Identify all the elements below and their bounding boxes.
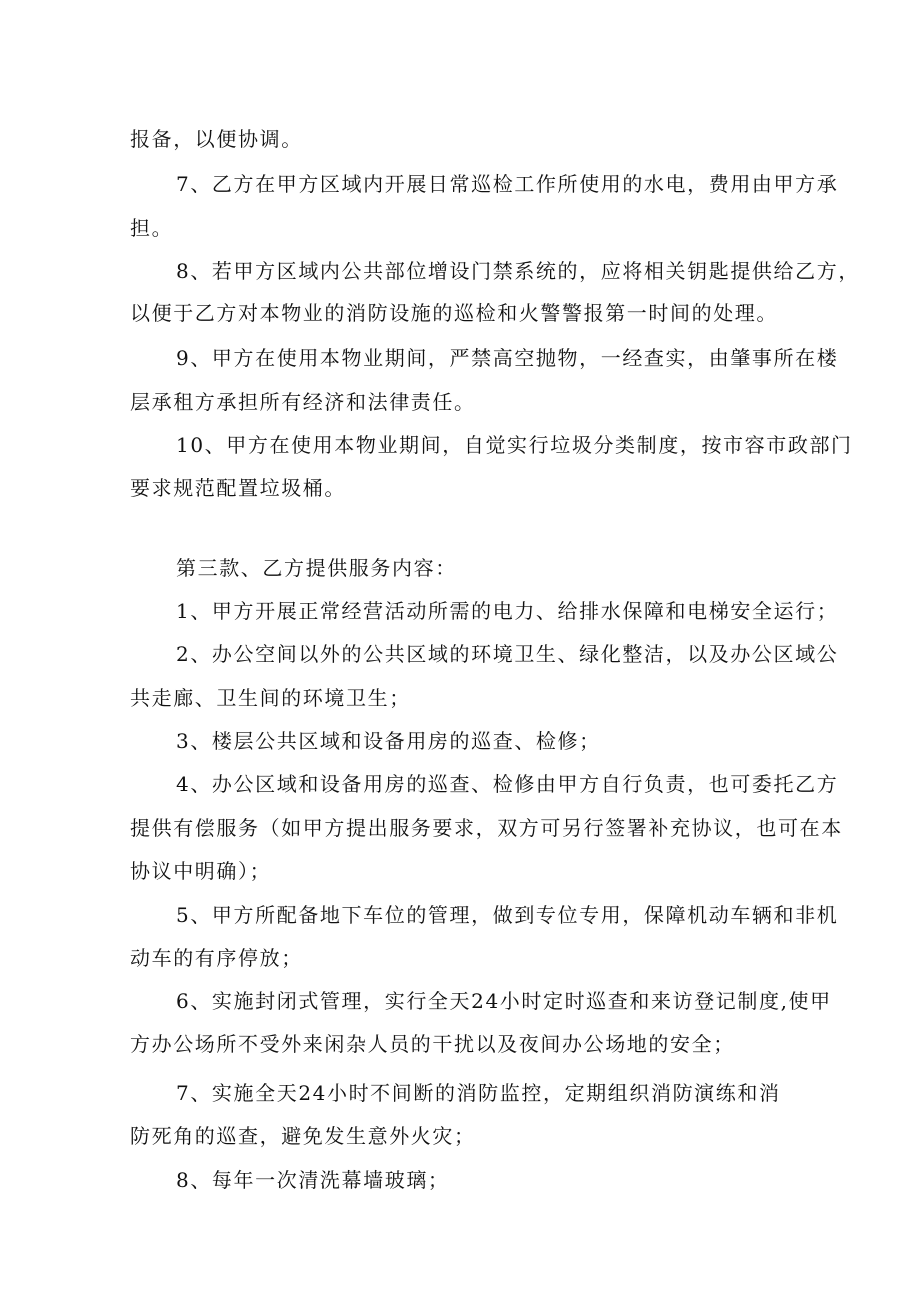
text-line: 5、甲方所配备地下车位的管理，做到专位专用，保障机动车辆和非机: [176, 903, 839, 927]
text-line: 以便于乙方对本物业的消防设施的巡检和火警警报第一时间的处理。: [130, 301, 778, 325]
text-line: 动车的有序停放；: [130, 946, 303, 970]
text-line: 1、甲方开展正常经营活动所需的电力、给排水保障和电梯安全运行；: [176, 599, 839, 623]
text-line: 协议中明确）；: [130, 859, 272, 883]
text-line: 提供有偿服务（如甲方提出服务要求，双方可另行签署补充协议，也可在本: [130, 816, 843, 840]
text-line: 9、甲方在使用本物业期间，严禁高空抛物，一经查实，由肇事所在楼: [176, 346, 839, 370]
text-line: 要求规范配置垃圾桶。: [130, 476, 346, 500]
text-line: 方办公场所不受外来闲杂人员的干扰以及夜间办公场地的安全；: [130, 1032, 735, 1056]
text-line: 防死角的巡查，避免发生意外火灾；: [130, 1124, 476, 1148]
text-line: 7、乙方在甲方区域内开展日常巡检工作所使用的水电，费用由甲方承: [176, 172, 839, 196]
text-line: 共走廊、卫生间的环境卫生；: [130, 686, 411, 710]
text-line: 担。: [130, 216, 174, 240]
text-line: 10、甲方在使用本物业期间，自觉实行垃圾分类制度，按市容市政部门: [176, 433, 853, 457]
text-line: 8、每年一次清洗幕墙玻璃；: [176, 1168, 450, 1192]
text-line: 8、若甲方区域内公共部位增设门禁系统的，应将相关钥匙提供给乙方，: [176, 259, 860, 283]
text-line: 报备，以便协调。: [130, 127, 303, 151]
text-line: 2、办公空间以外的公共区域的环境卫生、绿化整洁，以及办公区域公: [176, 642, 839, 666]
text-line: 7、实施全天24小时不间断的消防监控，定期组织消防演练和消: [176, 1081, 781, 1105]
text-line: 4、办公区域和设备用房的巡查、检修由甲方自行负责，也可委托乙方: [176, 772, 839, 796]
text-line: 层承租方承担所有经济和法律责任。: [130, 390, 476, 414]
text-line: 3、楼层公共区域和设备用房的巡查、检修；: [176, 729, 601, 753]
text-line: 6、实施封闭式管理，实行全天24小时定时巡查和来访登记制度,使甲: [176, 989, 832, 1013]
section-heading: 第三款、乙方提供服务内容：: [176, 556, 457, 580]
